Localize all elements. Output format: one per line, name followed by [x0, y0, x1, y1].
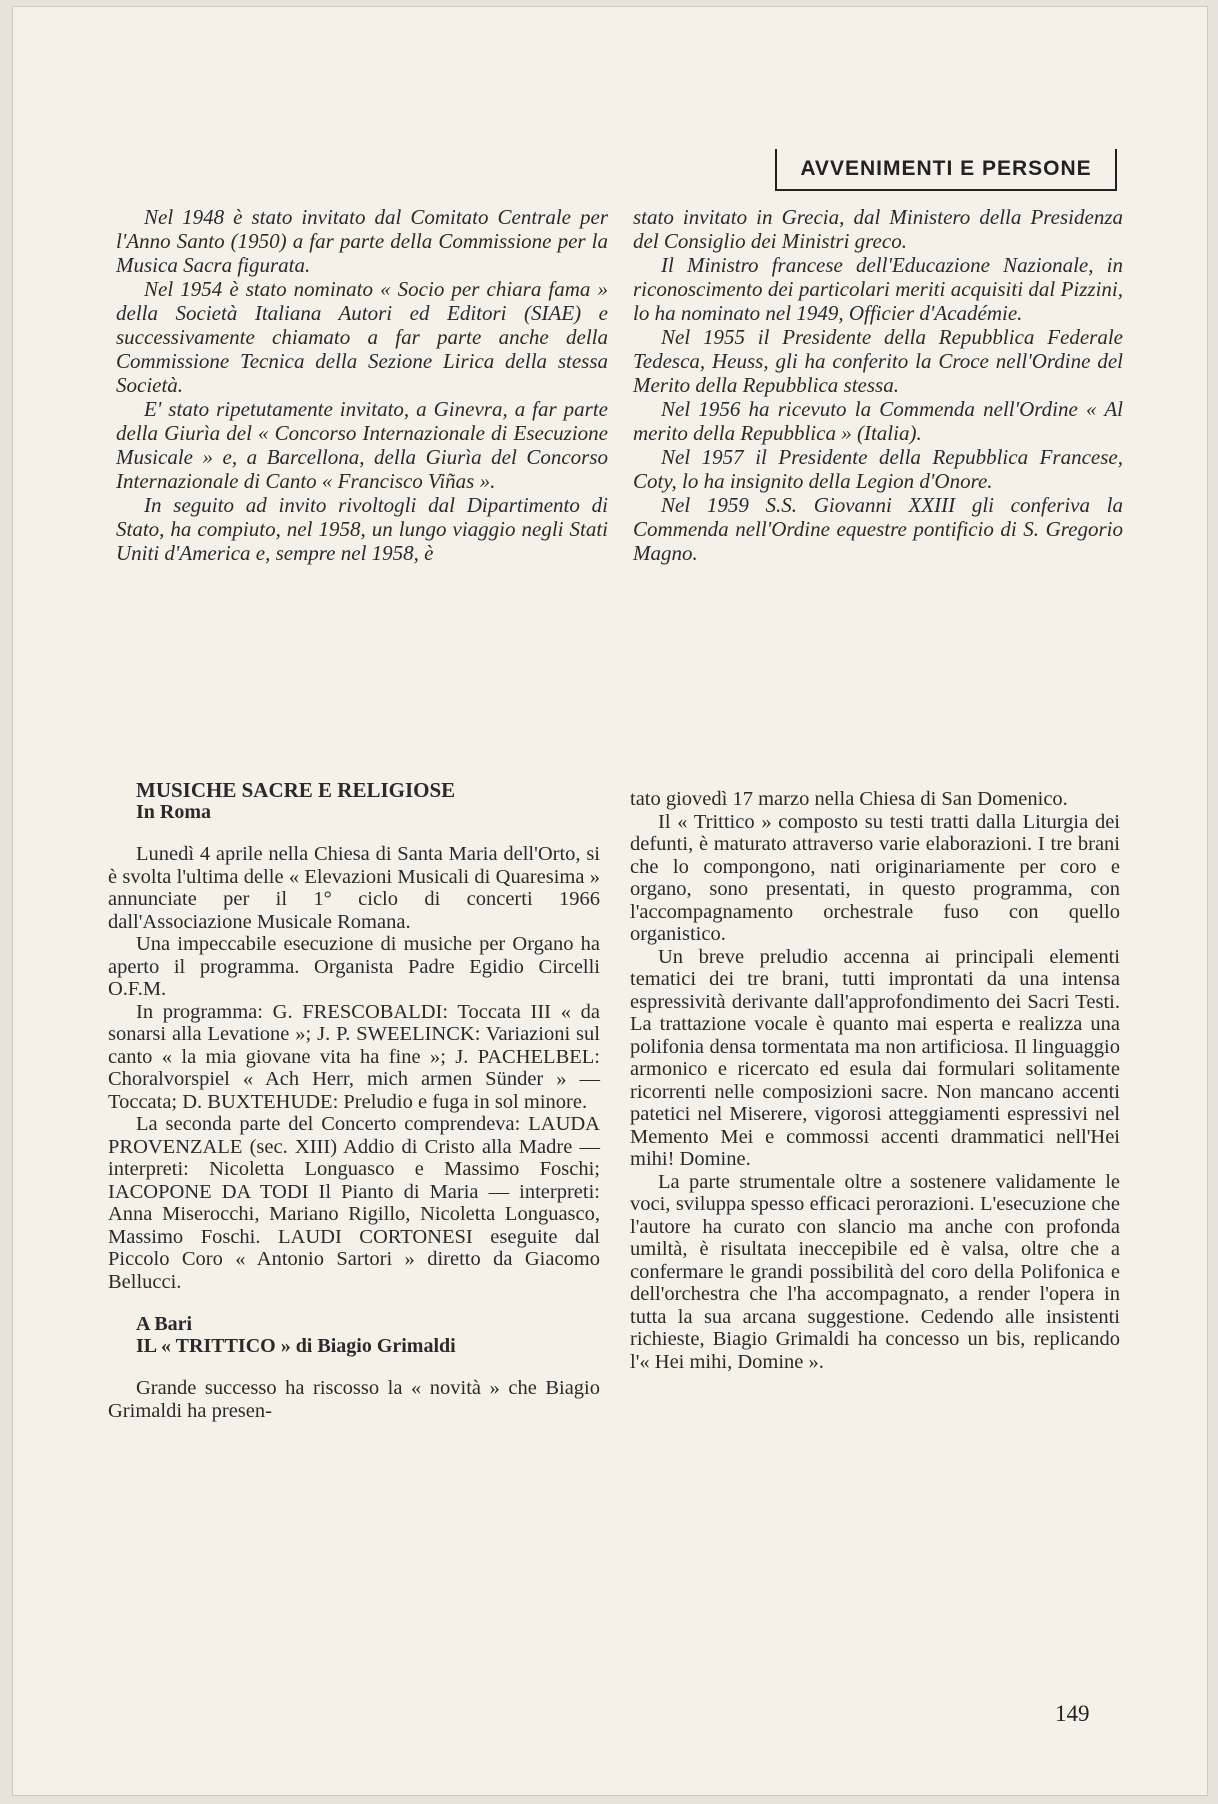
paragraph: stato invitato in Grecia, dal Ministero della Presidenza del Consiglio dei Ministri greco.	[633, 205, 1123, 253]
paragraph: In seguito ad invito rivoltogli dal Dipartimento di Stato, ha compiuto, nel 1958, un lungo viaggio negli Stati Uniti d'America e, sempre nel 1958, è	[116, 493, 608, 565]
paragraph: Nel 1959 S.S. Giovanni XXIII gli conferiva la Commenda nell'Ordine equestre pontificio di S. Gregorio Magno.	[633, 493, 1123, 565]
page-number: 149	[1055, 1701, 1090, 1726]
paragraph: Il Ministro francese dell'Educazione Nazionale, in riconoscimento dei particolari meriti acquisiti dal Pizzini, lo ha nominato nel 1949, Officier d'Académie.	[633, 253, 1123, 325]
paragraph: La parte strumentale oltre a sostenere validamente le voci, sviluppa spesso efficaci perorazioni. L'esecuzione che l'autore ha curato con slancio ma anche con profonda umiltà, è risultata ineccepibile ed è valsa, oltre che a confermare le grandi possibilità del coro della Polifonica e dell'orchestra che l'ha accompagnato, a render l'opera in tutta la sua arcana suggestione. Cedendo alle insistenti richieste, Biagio Grimaldi ha concesso un bis, replicando l'« Hei mihi, Domine ».	[630, 1170, 1120, 1373]
paragraph: E' stato ripetutamente invitato, a Ginevra, a far parte della Giurìa del « Concorso Internazionale di Esecuzione Musicale » e, a Barcellona, della Giurìa del Concorso Internazionale di Canto « Francisco Viñas ».	[116, 397, 608, 493]
top-left-column	[116, 205, 608, 565]
section-tag: AVVENIMENTI E PERSONE	[775, 149, 1117, 191]
paragraph: In programma: G. FRESCOBALDI: Toccata III « da sonarsi alla Levatione »; J. P. SWEELINCK: Variazioni sul canto « la mia giovane vita ha fine »; J. PACHELBEL: Choralvorspiel « Ach Herr, mich armen Sünder » — Toccata; D. BUXTEHUDE: Preludio e fuga in sol minore.	[108, 1000, 600, 1113]
paragraph: Nel 1955 il Presidente della Repubblica Federale Tedesca, Heuss, gli ha conferito la Croce nell'Ordine del Merito della Repubblica stessa.	[633, 325, 1123, 397]
paragraph: Nel 1957 il Presidente della Repubblica Francese, Coty, lo ha insignito della Legion d'Onore.	[633, 445, 1123, 493]
article-subheading: IL « TRITTICO » di Biagio Grimaldi	[136, 1335, 456, 1357]
article-right-column	[630, 788, 1120, 1373]
paragraph: La seconda parte del Concerto comprendeva: LAUDA PROVENZALE (sec. XIII) Addio di Cristo alla Madre — interpreti: Nicoletta Longuasco e Massimo Foschi; IACOPONE DA TODI Il Pianto di Maria — interpreti: Anna Miserocchi, Mariano Rigillo, Nicoletta Longuasco, Massimo Foschi. LAUDI CORTONESI eseguite dal Piccolo Coro « Antonio Sartori » diretto da Giacomo Bellucci.	[108, 1113, 600, 1293]
article-heading: A Bari	[136, 1313, 193, 1335]
paragraph: tato giovedì 17 marzo nella Chiesa di San Domenico.	[630, 788, 1068, 810]
paragraph: Un breve preludio accenna ai principali elementi tematici dei tre brani, tutti improntati da una intensa espressività derivante dall'approfondimento dei Sacri Testi. La trattazione vocale è quanto mai esperta e realizza una polifonia densa tormentata ma non artificiosa. Il linguaggio armonico e ricercato ed esula dai formulari solitamente ricorrenti nelle composizioni sacre. Non mancano accenti patetici nel Miserere, vigorosi atteggiamenti espressivi nel Memento Mei e commossi accenti drammatici nell'Hei mihi! Domine.	[630, 945, 1120, 1170]
paragraph: Una impeccabile esecuzione di musiche per Organo ha aperto il programma. Organista Padre Egidio Circelli O.F.M.	[108, 933, 600, 1000]
paragraph: Grande successo ha riscosso la « novità » che Biagio Grimaldi ha presen-	[108, 1377, 600, 1422]
paragraph: Lunedì 4 aprile nella Chiesa di Santa Maria dell'Orto, si è svolta l'ultima delle « Elevazioni Musicali di Quaresima » annunciate per il 1° ciclo di concerti 1966 dall'Associazione Musicale Romana.	[108, 843, 600, 933]
paragraph: Nel 1948 è stato invitato dal Comitato Centrale per l'Anno Santo (1950) a far parte della Commissione per la Musica Sacra figurata.	[116, 205, 608, 277]
top-right-column	[633, 205, 1123, 565]
article-subheading: In Roma	[136, 801, 212, 823]
article-left-column	[108, 779, 600, 1422]
paragraph: Nel 1956 ha ricevuto la Commenda nell'Ordine « Al merito della Repubblica » (Italia).	[633, 397, 1123, 445]
magazine-page	[12, 6, 1208, 1796]
paragraph: Il « Trittico » composto su testi tratti dalla Liturgia dei defunti, è maturato attraverso varie elaborazioni. I tre brani che lo compongono, nati originariamente per coro e organo, sono presentati, in questo programma, con l'accompagnamento orchestrale fuso con quello organistico.	[630, 810, 1120, 945]
paragraph: Nel 1954 è stato nominato « Socio per chiara fama » della Società Italiana Autori ed Editori (SIAE) e successivamente chiamato a far parte anche della Commissione Tecnica della Sezione Lirica della stessa Società.	[116, 277, 608, 397]
article-heading: MUSICHE SACRE E RELIGIOSE	[136, 778, 456, 802]
